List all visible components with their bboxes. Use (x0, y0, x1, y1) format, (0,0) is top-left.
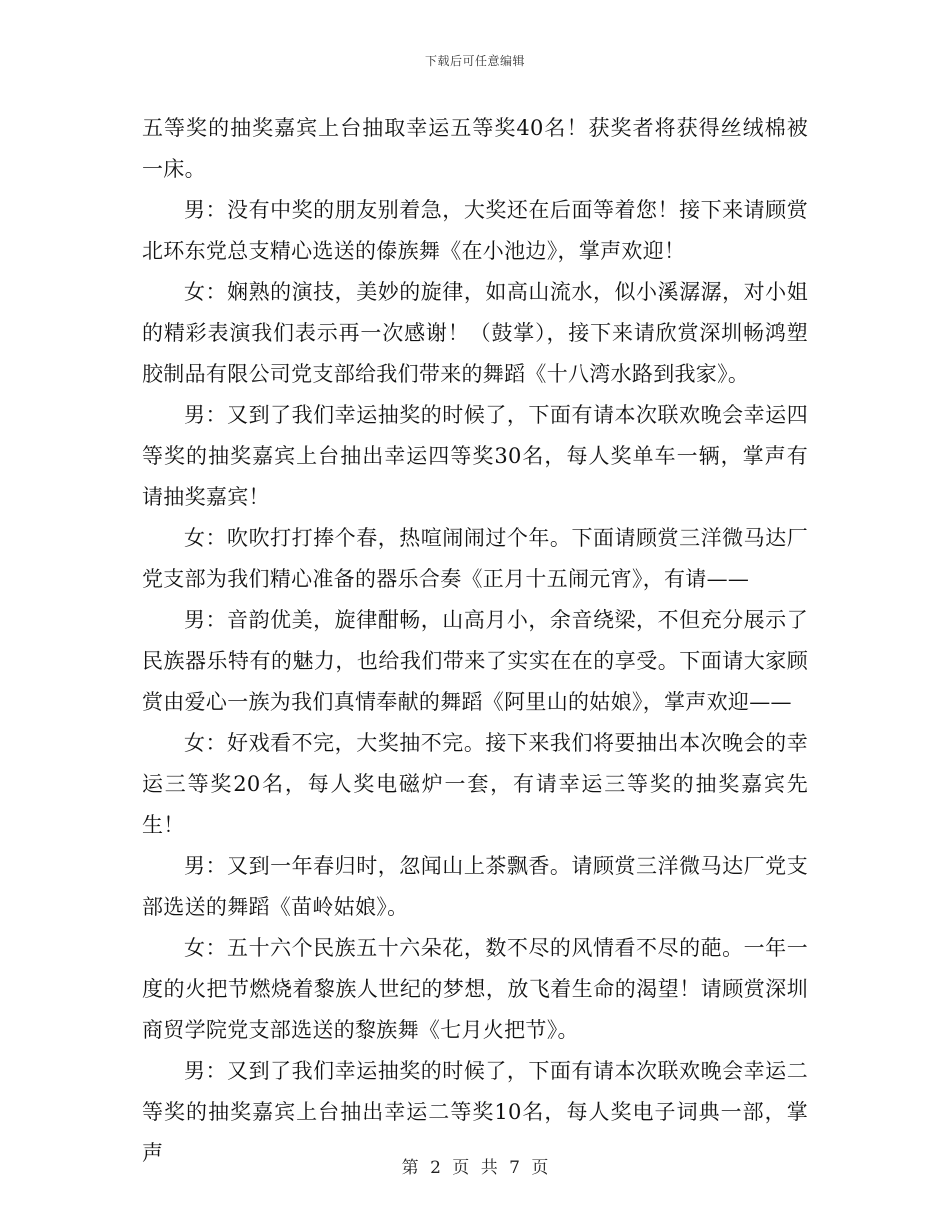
paragraph: 男：没有中奖的朋友别着急，大奖还在后面等着您！接下来请顾赏北环东党总支精心选送的傣族舞《在小池边》，掌声欢迎！ (142, 198, 808, 263)
paragraph: 男：又到一年春归时，忽闻山上茶飘香。请顾赏三洋微马达厂党支部选送的舞蹈《苗岭姑娘》。 (142, 854, 808, 919)
page-number-footer: 第 2 页 共 7 页 (401, 1158, 549, 1178)
paragraph: 女：吹吹打打捧个春，热喧闹闹过个年。下面请顾赏三洋微马达厂党支部为我们精心准备的器乐合奏《正月十五闹元宵》，有请—— (142, 526, 808, 591)
paragraph: 女：五十六个民族五十六朵花，数不尽的风情看不尽的葩。一年一度的火把节燃烧着黎族人世纪的梦想，放飞着生命的渴望！请顾赏深圳商贸学院党支部选送的黎族舞《七月火把节》。 (142, 936, 808, 1042)
paragraph: 女：好戏看不完，大奖抽不完。接下来我们将要抽出本次晚会的幸运三等奖20名，每人奖电磁炉一套，有请幸运三等奖的抽奖嘉宾先生！ (142, 731, 808, 837)
paragraph: 男：又到了我们幸运抽奖的时候了，下面有请本次联欢晚会幸运四等奖的抽奖嘉宾上台抽出幸运四等奖30名，每人奖单车一辆，掌声有请抽奖嘉宾！ (142, 403, 808, 509)
paragraph: 男：音韵优美，旋律酣畅，山高月小，余音绕梁，不但充分展示了民族器乐特有的魅力，也给我们带来了实实在在的享受。下面请大家顾赏由爱心一族为我们真情奉献的舞蹈《阿里山的姑娘》，掌声欢迎—— (142, 608, 808, 714)
document-body (142, 108, 808, 1174)
page-header: 下载后可任意编辑 (424, 54, 525, 68)
paragraph: 女：娴熟的演技，美妙的旋律，如高山流水，似小溪潺潺，对小姐的精彩表演我们表示再一次感谢！（鼓掌），接下来请欣赏深圳畅鸿塑胶制品有限公司党支部给我们带来的舞蹈《十八湾水路到我家》。 (142, 280, 808, 386)
paragraph: 男：又到了我们幸运抽奖的时候了，下面有请本次联欢晚会幸运二等奖的抽奖嘉宾上台抽出幸运二等奖10名，每人奖电子词典一部，掌声 (142, 1059, 808, 1165)
paragraph: 五等奖的抽奖嘉宾上台抽取幸运五等奖40名！获奖者将获得丝绒棉被一床。 (142, 116, 808, 181)
